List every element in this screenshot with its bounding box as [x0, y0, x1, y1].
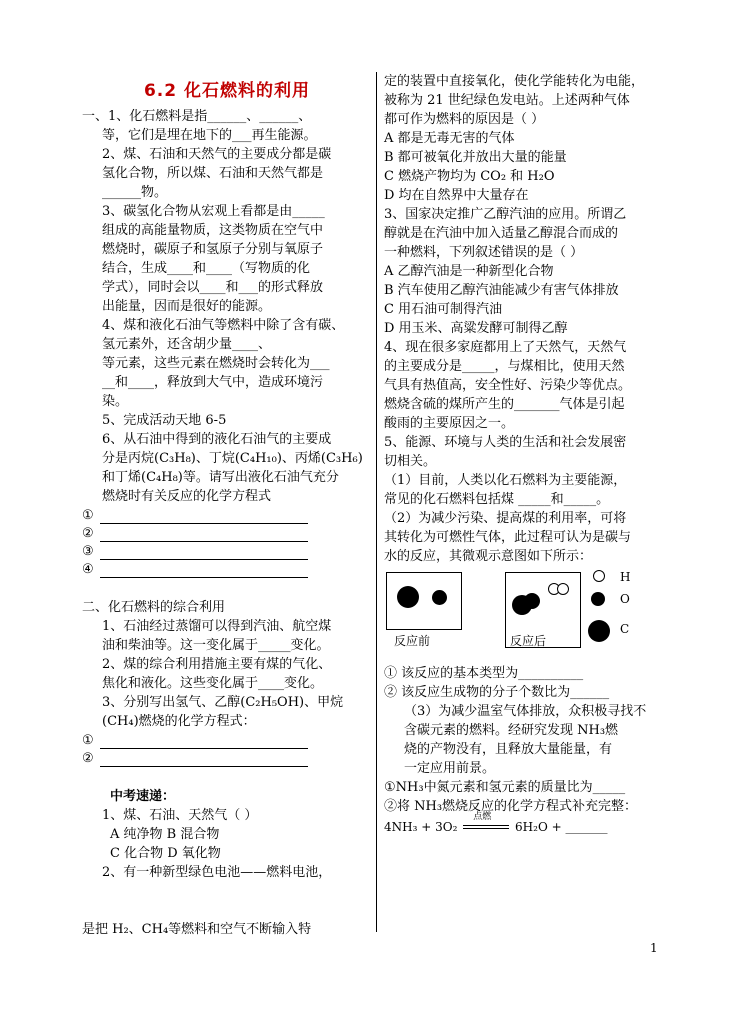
legend-c: C	[620, 622, 630, 636]
text-line: 切相关。	[384, 454, 437, 469]
text-line: 含碳元素的燃料。经研究发现 NH₃燃	[404, 723, 619, 738]
answer-line[interactable]	[82, 560, 308, 578]
equation-condition: 点燃	[473, 812, 492, 822]
text-line: 的主要成分是_____，与煤相比，使用天然	[384, 359, 625, 374]
right-column	[384, 72, 664, 846]
section-2-heading: 二、化石燃料的综合利用	[82, 600, 226, 615]
text-line: ① 该反应的基本类型为__________	[384, 666, 584, 681]
text-line: A 都是无毒无害的气体	[384, 131, 515, 146]
question-1: 1、煤、石油、天然气（ ）	[102, 808, 258, 823]
text-line: 和丁烯(C₄H₈)等。请写出液化石油气充分	[102, 470, 339, 485]
equation-left: 4NH₃ + 3O₂	[384, 820, 458, 834]
text-line: 气具有热值高，安全性好、污染少等优点。	[384, 378, 632, 393]
text-line: （2）为减少污染、提高煤的利用率，可将	[384, 511, 627, 526]
text-line: D 用玉米、高粱发酵可制得乙醇	[384, 321, 568, 336]
text-line: 分是丙烷(C₃H₈)、丁烷(C₄H₁₀)、丙烯(C₃H₆)	[102, 451, 363, 466]
text-line: (CH₄)燃烧的化学方程式：	[102, 714, 256, 729]
text-line: 烧的产物没有，且释放大量能量，有	[404, 742, 613, 757]
legend-c-dot	[588, 620, 610, 642]
text-line: 一、1、化石燃料是指______、______、	[82, 109, 312, 124]
text-line: __和____，释放到大气中，造成环境污	[102, 375, 324, 390]
text-line: 被称为 21 世纪绿色发电站。上述两种气体	[384, 93, 630, 108]
text-line: 3、碳氢化合物从宏观上看都是由_____	[102, 204, 325, 219]
question-2-continued: 是把 H₂、CH₄等燃料和空气不断输入特	[82, 922, 312, 937]
text-line: 一种燃料，下列叙述错误的是（ ）	[384, 245, 584, 260]
text-line: D 均在自然界中大量存在	[384, 188, 529, 203]
text-line: 1、石油经过蒸馏可以得到汽油、航空煤	[102, 619, 332, 634]
answer-line-number: ③	[82, 544, 94, 559]
text-line: 出能量，因而是很好的能源。	[102, 299, 272, 314]
text-line: 3、国家决定推广乙醇汽油的应用。所谓乙	[384, 207, 627, 222]
text-line: 结合，生成____和____（写物质的化	[102, 261, 311, 276]
oxygen-atom	[524, 593, 540, 609]
nh3-paragraph	[384, 702, 664, 778]
answer-line[interactable]	[82, 506, 308, 524]
text-line: ②将 NH₃燃烧反应的化学方程式补充完整：	[384, 799, 638, 814]
hydrogen-atom	[557, 583, 569, 595]
page-title: 6.2 化石燃料的利用	[143, 81, 311, 101]
left-column	[82, 72, 372, 939]
right-text	[384, 72, 664, 566]
equation	[384, 812, 664, 846]
text-line: A 乙醇汽油是一种新型化合物	[384, 264, 554, 279]
text-line: 都可作为燃料的原因是（ ）	[384, 112, 545, 127]
text-line: 等，它们是埋在地下的___再生能源。	[102, 128, 317, 143]
answer-line-number: ④	[82, 562, 94, 577]
text-line: 2、煤、石油和天然气的主要成分都是碳	[102, 147, 332, 162]
legend-o-dot	[591, 592, 605, 606]
text-line: B 汽车使用乙醇汽油能减少有害气体排放	[384, 283, 619, 298]
text-line: C 用石油可制得汽油	[384, 302, 503, 317]
legend-h-dot	[593, 570, 605, 582]
question-1-options-c: C 化合物 D 氧化物	[110, 846, 221, 861]
text-line: 醇就是在汽油中加入适量乙醇混合而成的	[384, 226, 619, 241]
answer-line[interactable]	[82, 524, 308, 542]
label-after: 反应后	[510, 634, 547, 648]
text-line: 5、完成活动天地 6-5	[102, 413, 227, 428]
section-2	[82, 617, 372, 731]
text-line: 2、煤的综合利用措施主要有煤的气化、	[102, 657, 332, 672]
text-line: 氢化合物，所以煤、石油和天然气都是	[102, 166, 324, 181]
text-line: 4、煤和液化石油气等燃料中除了含有碳、	[102, 318, 345, 333]
nh3-questions	[384, 778, 664, 816]
text-line: 水的反应，其微观示意图如下所示：	[384, 549, 593, 564]
page-number: 1	[650, 941, 658, 955]
question-1-options-a: A 纯净物 B 混合物	[110, 827, 220, 842]
text-line: 学式），同时会以____和___的形式释放	[102, 280, 324, 295]
text-line: ② 该反应生成物的分子个数比为______	[384, 685, 610, 700]
text-line: 焦化和液化。这些变化属于____变化。	[102, 676, 324, 691]
text-line: ①NH₃中氮元素和氢元素的质量比为_____	[384, 780, 626, 795]
text-line: 酸雨的主要原因之一。	[384, 416, 515, 431]
answer-line[interactable]	[82, 542, 308, 560]
text-line: （1）目前，人类以化石燃料为主要能源，	[384, 473, 627, 488]
answer-line[interactable]	[82, 731, 308, 749]
reaction-questions	[384, 664, 664, 702]
column-divider	[376, 72, 377, 932]
text-line: 定的装置中直接氧化，使化学能转化为电能，	[384, 74, 645, 89]
label-before: 反应前	[394, 634, 431, 648]
answer-line-number: ①	[82, 508, 94, 523]
text-line: 燃烧含硫的煤所产生的_______气体是引起	[384, 397, 625, 412]
text-line: 氢元素外，还含胡少量____、	[102, 337, 272, 352]
legend-h: H	[620, 570, 631, 584]
equation-right: 6H₂O + _______	[515, 820, 608, 834]
text-line: 3、分别写出氢气、乙醇(C₂H₅OH)、甲烷	[102, 695, 344, 710]
text-line: B 都可被氧化并放出大量的能量	[384, 150, 567, 165]
equation-lines	[82, 506, 372, 578]
text-line: 燃烧时有关反应的化学方程式	[102, 489, 272, 504]
text-line: 常见的化石燃料包括煤 _____和_____。	[384, 492, 610, 507]
text-line: 6、从石油中得到的液化石油气的主要成	[102, 432, 332, 447]
before-box	[386, 572, 462, 630]
equation-lines-2	[82, 731, 372, 767]
text-line: C 燃烧产物均为 CO₂ 和 H₂O	[384, 169, 555, 184]
zhongkao-heading: 中考速递：	[110, 789, 176, 804]
legend-o: O	[620, 592, 630, 606]
answer-line-number: ①	[82, 733, 94, 748]
text-line: 其转化为可燃性气体，此过程可认为是碳与	[384, 530, 632, 545]
text-line: 燃烧时，碳原子和氢原子分别与氧原子	[102, 242, 324, 257]
text-line: （3）为减少温室气体排放，众积极寻找不	[404, 704, 647, 719]
question-2: 2、有一种新型绿色电池——燃料电池，	[102, 865, 332, 880]
text-line: 一定应用前景。	[404, 761, 496, 776]
carbon-atom	[397, 586, 419, 608]
text-line: 染。	[102, 394, 129, 409]
equation-arrow	[463, 812, 509, 829]
text-line: 油和柴油等。这一变化属于_____变化。	[102, 638, 330, 653]
text-line: ______物。	[102, 185, 168, 200]
answer-line[interactable]	[82, 749, 308, 767]
text-line: 组成的高能量物质，这类物质在空气中	[102, 223, 324, 238]
text-line: 4、现在很多家庭都用上了天然气，天然气	[384, 340, 627, 355]
section-1	[82, 107, 372, 506]
answer-line-number: ②	[82, 526, 94, 541]
text-line: 等元素，这些元素在燃烧时会转化为___	[102, 356, 330, 371]
micro-diagram	[384, 570, 664, 664]
text-line: 5、能源、环境与人类的生活和社会发展密	[384, 435, 627, 450]
answer-line-number: ②	[82, 751, 94, 766]
oxygen-atom	[432, 590, 447, 605]
